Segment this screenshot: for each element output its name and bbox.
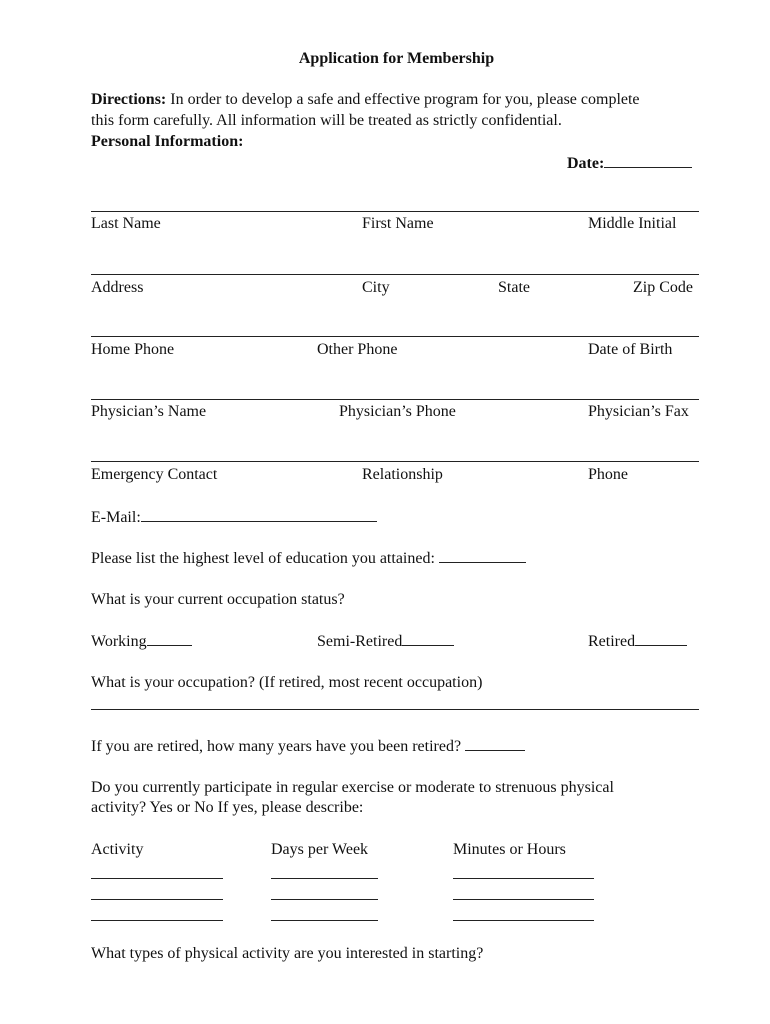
physician-fax-label: Physician’s Fax [588,403,689,420]
physician-input-line[interactable] [91,399,699,400]
education-question: Please list the highest level of education you attained: [91,550,435,567]
days-blank-1[interactable] [271,878,378,879]
home-phone-label: Home Phone [91,341,175,358]
working-option[interactable] [91,631,192,652]
retired-label: Retired [588,633,636,650]
semi-retired-option[interactable] [317,631,454,652]
last-name-label: Last Name [91,215,161,232]
name-input-line[interactable] [91,211,699,212]
zip-code-label: Zip Code [633,279,693,296]
middle-initial-label: Middle Initial [588,215,677,232]
semi-retired-label: Semi-Retired [317,633,403,650]
activity-blank-3[interactable] [91,920,223,921]
physician-name-label: Physician’s Name [91,403,207,420]
phone-input-line[interactable] [91,336,699,337]
directions-label: Directions: [91,91,167,108]
semi-retired-blank[interactable] [402,631,454,646]
exercise-question-line-1: Do you currently participate in regular exercise or moderate to strenuous physical [91,779,614,796]
date-blank[interactable] [604,153,692,168]
email-field[interactable] [91,507,377,528]
retired-years-question: If you are retired, how many years have you been retired? [91,738,462,755]
minutes-blank-3[interactable] [453,920,594,921]
other-phone-label: Other Phone [317,341,398,358]
minutes-blank-1[interactable] [453,878,594,879]
occupation-status-question: What is your current occupation status? [91,591,345,608]
email-label: E-Mail: [91,509,141,526]
occupation-input-line[interactable] [91,709,699,710]
minutes-hours-column-header: Minutes or Hours [453,841,566,858]
personal-info-heading: Personal Information: [91,133,244,150]
days-per-week-column-header: Days per Week [271,841,369,858]
education-field[interactable] [91,548,526,569]
state-label: State [498,279,530,296]
directions-text-1: In order to develop a safe and effective program for you, please complete [170,91,640,108]
retired-years-blank[interactable] [465,736,525,751]
activity-blank-1[interactable] [91,878,223,879]
interest-question: What types of physical activity are you interested in starting? [91,945,484,962]
address-label: Address [91,279,144,296]
relationship-label: Relationship [362,466,443,483]
directions-line-1 [91,90,640,110]
date-field[interactable] [567,153,692,174]
exercise-question-line-2: activity? Yes or No If yes, please describe: [91,799,364,816]
email-blank[interactable] [141,507,377,522]
emergency-phone-label: Phone [588,466,628,483]
first-name-label: First Name [362,215,434,232]
city-label: City [362,279,390,296]
page-title: Application for Membership [298,50,495,67]
working-blank[interactable] [147,631,192,646]
date-of-birth-label: Date of Birth [588,341,673,358]
working-label: Working [91,633,147,650]
retired-blank[interactable] [635,631,687,646]
date-label: Date: [567,155,605,172]
retired-option[interactable] [588,631,687,652]
emergency-contact-label: Emergency Contact [91,466,218,483]
minutes-blank-2[interactable] [453,899,594,900]
occupation-question: What is your occupation? (If retired, most recent occupation) [91,674,483,691]
days-blank-2[interactable] [271,899,378,900]
directions-line-2: this form carefully. All information will be treated as strictly confidential. [91,112,562,129]
physician-phone-label: Physician’s Phone [339,403,456,420]
days-blank-3[interactable] [271,920,378,921]
address-input-line[interactable] [91,274,699,275]
activity-column-header: Activity [91,841,144,858]
retired-years-field[interactable] [91,736,525,757]
emergency-input-line[interactable] [91,461,699,462]
activity-blank-2[interactable] [91,899,223,900]
education-blank[interactable] [439,548,526,563]
